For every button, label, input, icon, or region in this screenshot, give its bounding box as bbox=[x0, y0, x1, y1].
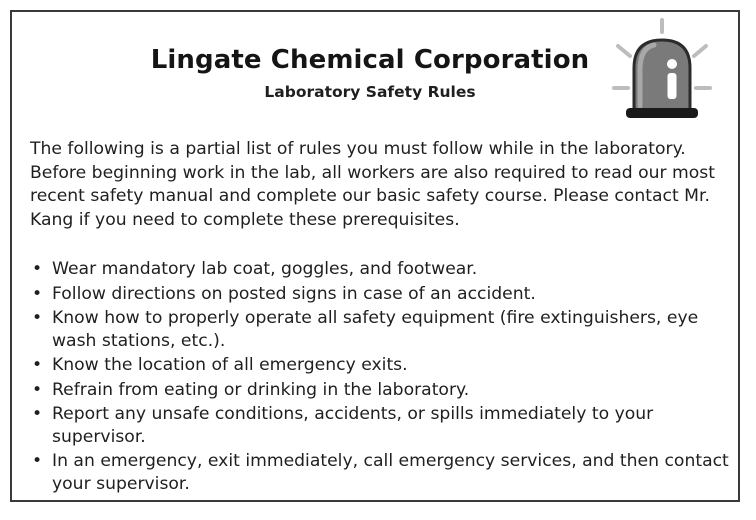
safety-rules-list bbox=[30, 258, 730, 497]
list-item bbox=[30, 283, 730, 306]
list-item bbox=[30, 379, 730, 402]
bullet: • bbox=[32, 283, 43, 304]
siren-icon bbox=[610, 18, 714, 126]
intro-paragraph: The following is a partial list of rules you must follow while in the laboratory. Before beginning work in the lab, all workers are also required to read our most recent safety manual and complete our basic safety course. Please contact Mr. Kang if you need to complete these prerequisites. bbox=[30, 139, 715, 230]
rule-text: Know how to properly operate all safety equipment (fire extinguishers, eye wash stations, etc.). bbox=[52, 308, 699, 351]
bullet: • bbox=[32, 355, 43, 375]
rule-text: Follow directions on posted signs in case of an accident. bbox=[52, 283, 536, 304]
rule-text: Refrain from eating or drinking in the laboratory. bbox=[52, 379, 470, 400]
bullet: • bbox=[32, 404, 43, 424]
rule-text: In an emergency, exit immediately, call emergency services, and then contact your supervisor. bbox=[52, 451, 729, 494]
bullet: • bbox=[32, 259, 43, 279]
list-item bbox=[30, 258, 730, 281]
rule-text: Know the location of all emergency exits. bbox=[52, 355, 408, 375]
rule-text: Report any unsafe conditions, accidents, or spills immediately to your supervisor. bbox=[52, 404, 654, 447]
rule-text: Wear mandatory lab coat, goggles, and footwear. bbox=[52, 259, 478, 279]
list-item bbox=[30, 307, 730, 352]
bullet: • bbox=[32, 379, 43, 400]
list-item bbox=[30, 354, 730, 377]
bullet: • bbox=[32, 451, 43, 471]
list-item bbox=[30, 450, 730, 495]
bullet: • bbox=[32, 308, 43, 328]
list-item bbox=[30, 403, 730, 448]
company-name: Lingate Chemical Corporation bbox=[150, 45, 590, 75]
notice-subtitle: Laboratory Safety Rules bbox=[264, 83, 476, 101]
